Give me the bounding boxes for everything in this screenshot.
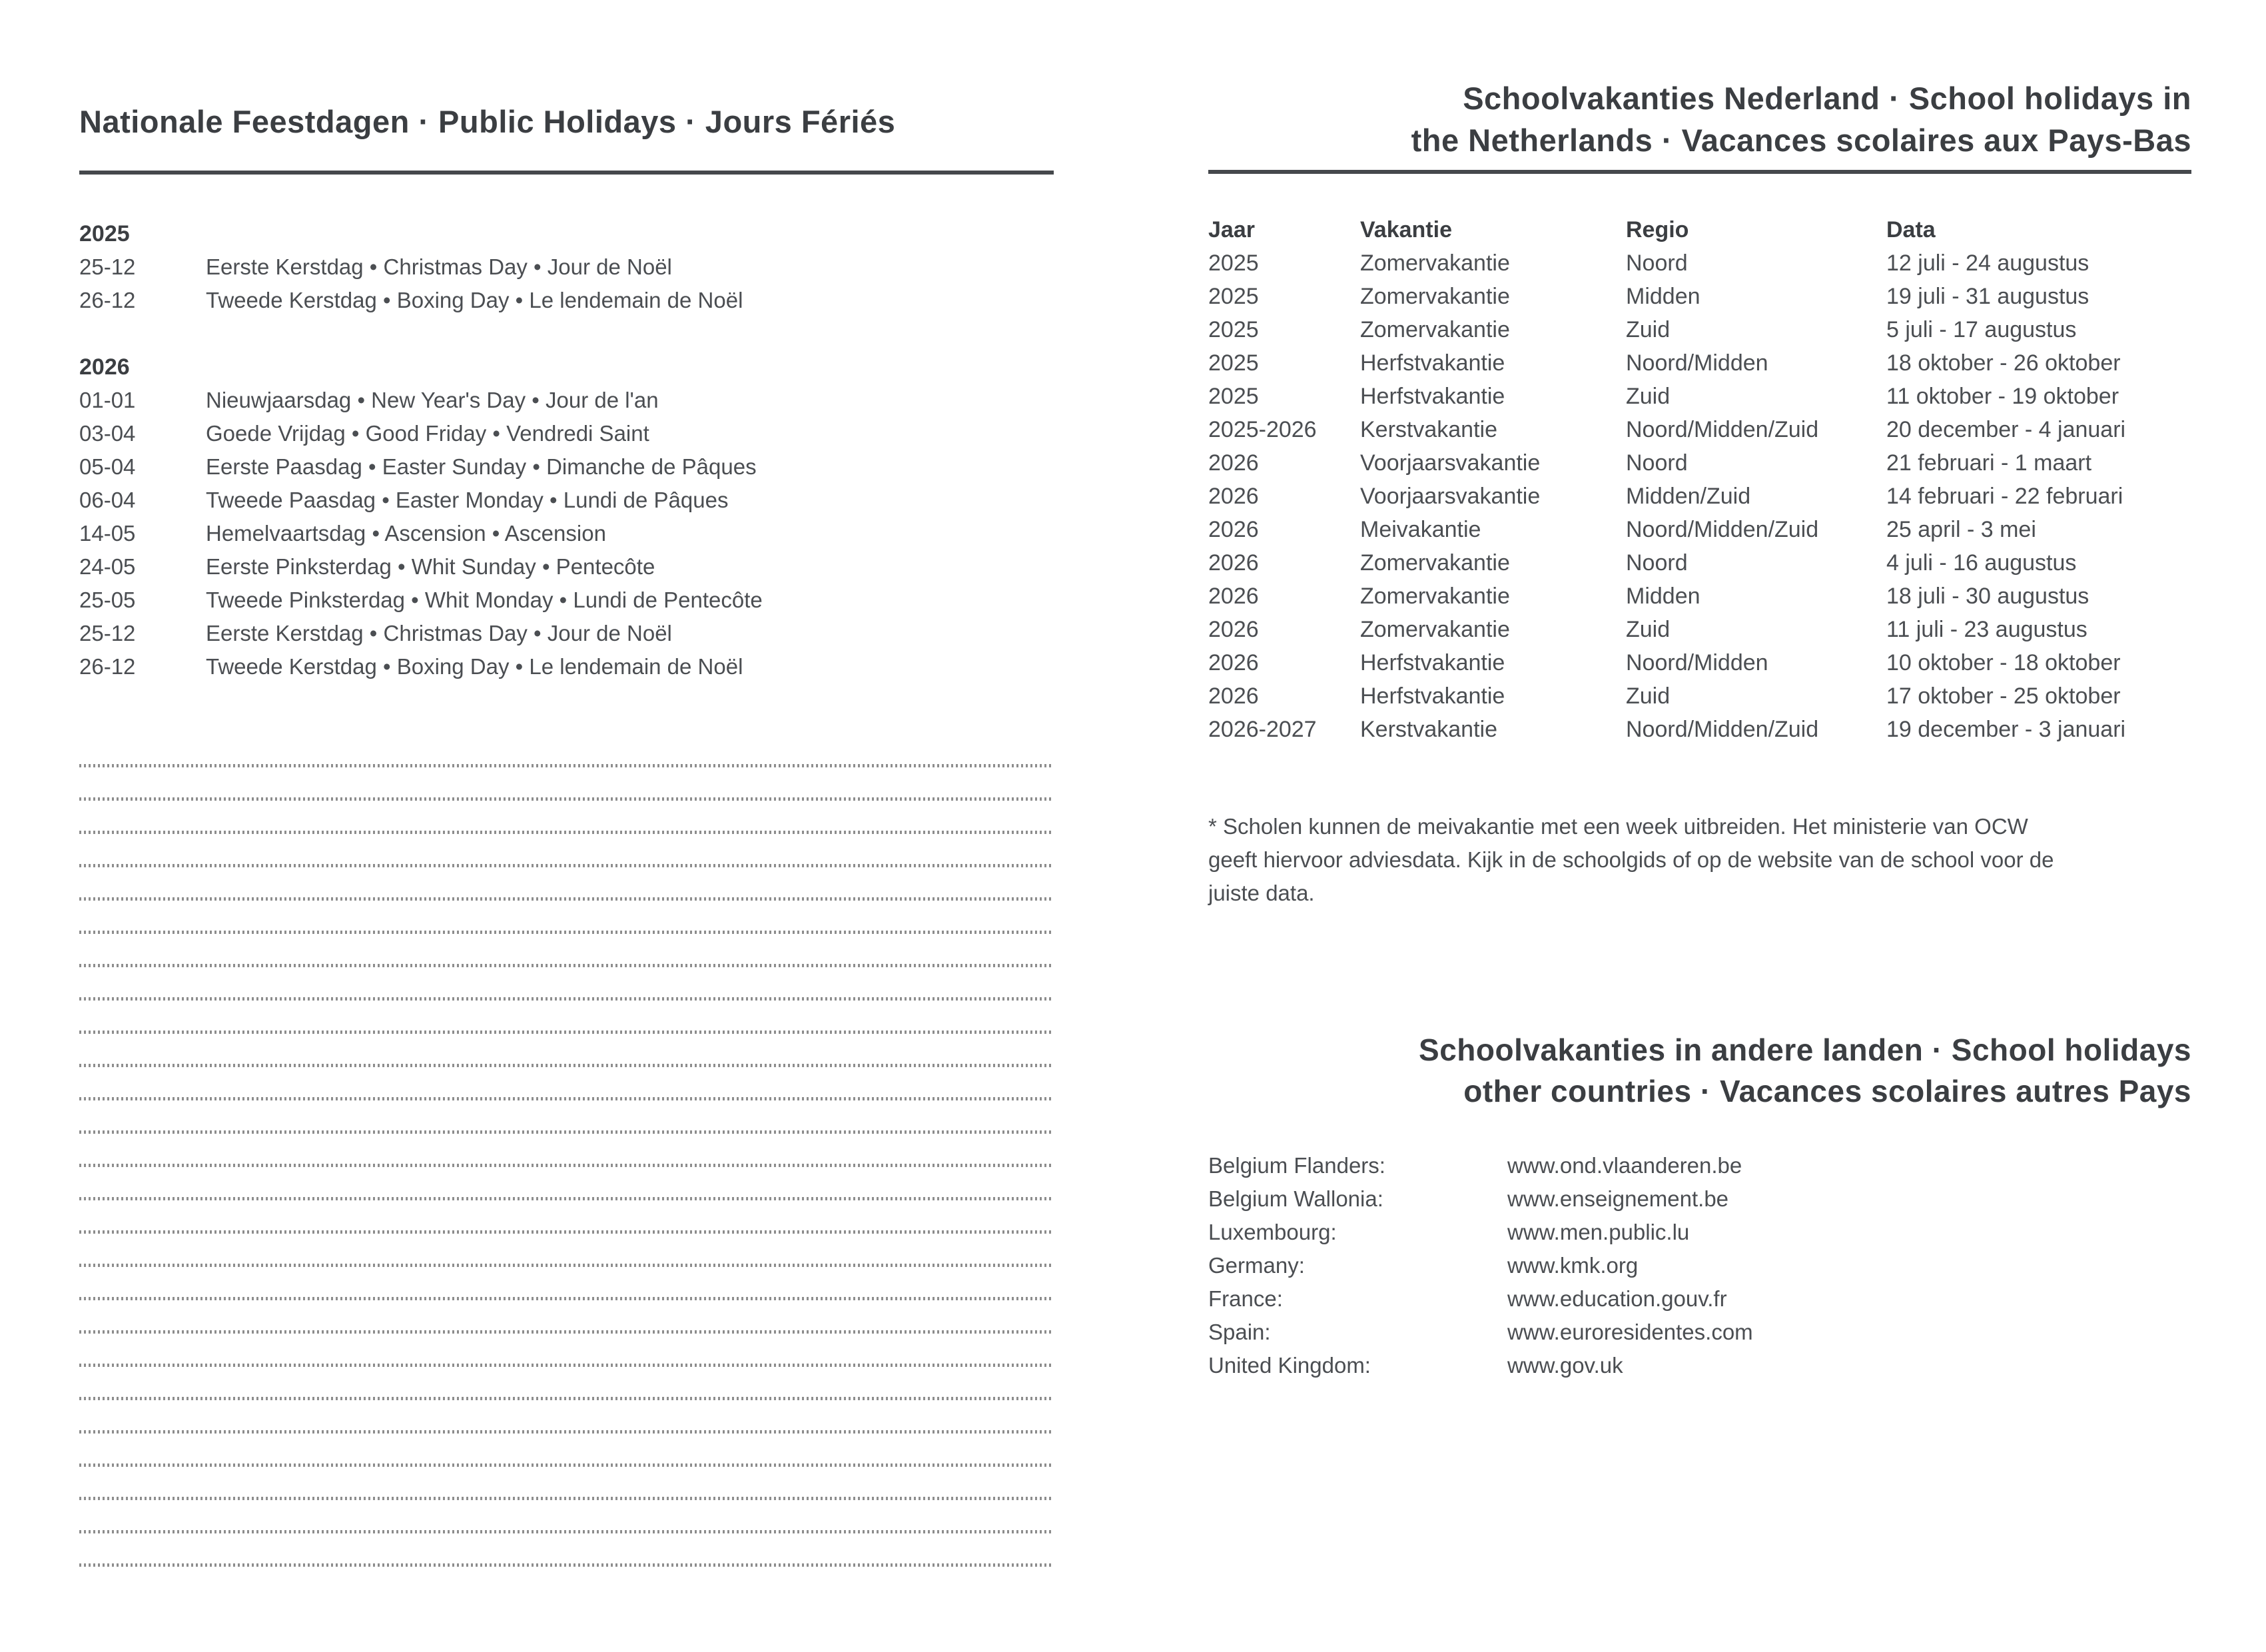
cell-data: 11 juli - 23 augustus xyxy=(1886,617,2087,642)
cell-jaar: 2025 xyxy=(1208,250,1259,276)
table-row xyxy=(1208,246,2191,280)
country-link-row xyxy=(1208,1249,2191,1282)
cell-regio: Noord xyxy=(1626,550,1688,576)
note-line xyxy=(79,867,1054,901)
country-label: Germany: xyxy=(1208,1253,1305,1278)
cell-data: 18 oktober - 26 oktober xyxy=(1886,350,2121,376)
cell-vakantie: Zomervakantie xyxy=(1360,250,1510,276)
cell-jaar: 2026 xyxy=(1208,617,1259,642)
cell-vakantie: Herfstvakantie xyxy=(1360,650,1505,675)
cell-vakantie: Kerstvakantie xyxy=(1360,717,1497,742)
holiday-date: 26-12 xyxy=(79,654,136,679)
note-line xyxy=(79,1167,1054,1200)
cell-vakantie: Zomervakantie xyxy=(1360,550,1510,576)
note-line xyxy=(79,901,1054,934)
holiday-list-2026 xyxy=(79,384,1054,683)
note-line xyxy=(79,1200,1054,1234)
school-holidays-other-title-line2: other countries · Vacances scolaires autres Pays xyxy=(1463,1074,2191,1108)
cell-regio: Midden/Zuid xyxy=(1626,484,1751,509)
holiday-row xyxy=(79,417,1054,450)
holiday-row xyxy=(79,584,1054,617)
holiday-date: 03-04 xyxy=(79,421,136,446)
note-line xyxy=(79,967,1054,1001)
cell-regio: Noord/Midden/Zuid xyxy=(1626,717,1819,742)
title-rule-left xyxy=(79,171,1054,175)
table-row xyxy=(1208,646,2191,679)
cell-data: 14 februari - 22 februari xyxy=(1886,484,2123,509)
cell-data: 19 juli - 31 augustus xyxy=(1886,284,2089,309)
cell-jaar: 2026 xyxy=(1208,650,1259,675)
cell-data: 10 oktober - 18 oktober xyxy=(1886,650,2121,675)
country-url: www.euroresidentes.com xyxy=(1507,1320,1753,1344)
country-url: www.gov.uk xyxy=(1507,1353,1623,1378)
school-holidays-other-title xyxy=(1208,1029,2191,1112)
table-header-row xyxy=(1208,213,2191,246)
holiday-date: 24-05 xyxy=(79,554,136,579)
cell-jaar: 2026 xyxy=(1208,584,1259,609)
note-line xyxy=(79,934,1054,967)
country-label: Belgium Wallonia: xyxy=(1208,1186,1383,1211)
table-row xyxy=(1208,280,2191,313)
note-line xyxy=(79,801,1054,834)
cell-regio: Midden xyxy=(1626,584,1700,609)
note-line xyxy=(79,1500,1054,1533)
holiday-date: 05-04 xyxy=(79,454,136,479)
holiday-names: Eerste Pinksterdag • Whit Sunday • Pentecôte xyxy=(206,554,655,579)
holiday-row xyxy=(79,517,1054,550)
cell-regio: Noord/Midden xyxy=(1626,350,1768,376)
note-line xyxy=(79,1134,1054,1167)
cell-jaar: 2025 xyxy=(1208,384,1259,409)
note-line xyxy=(79,1467,1054,1500)
note-line xyxy=(79,1300,1054,1334)
school-holidays-other-title-line1: Schoolvakanties in andere landen · School holidays xyxy=(1419,1032,2191,1067)
cell-jaar: 2026 xyxy=(1208,550,1259,576)
note-line xyxy=(79,1533,1054,1567)
holiday-names: Tweede Kerstdag • Boxing Day • Le lendemain de Noël xyxy=(206,654,743,679)
table-row xyxy=(1208,313,2191,346)
cell-regio: Zuid xyxy=(1626,384,1671,409)
country-links-list xyxy=(1208,1149,2191,1382)
country-link-row xyxy=(1208,1149,2191,1182)
cell-data: 11 oktober - 19 oktober xyxy=(1886,384,2119,409)
year-block-2025 xyxy=(79,217,1054,317)
cell-regio: Zuid xyxy=(1626,683,1671,709)
year-block-2026 xyxy=(79,350,1054,683)
holiday-row xyxy=(79,450,1054,484)
school-holidays-table xyxy=(1208,213,2191,746)
cell-data: 5 juli - 17 augustus xyxy=(1886,317,2077,342)
col-header-vakantie: Vakantie xyxy=(1360,217,1452,242)
cell-regio: Noord xyxy=(1626,450,1688,476)
cell-vakantie: Zomervakantie xyxy=(1360,284,1510,309)
note-line xyxy=(79,1234,1054,1267)
holiday-date: 14-05 xyxy=(79,521,136,546)
holiday-names: Tweede Kerstdag • Boxing Day • Le lendemain de Noël xyxy=(206,288,743,312)
note-line xyxy=(79,1100,1054,1134)
cell-data: 4 juli - 16 augustus xyxy=(1886,550,2077,576)
year-heading: 2025 xyxy=(79,221,130,246)
cell-jaar: 2025 xyxy=(1208,317,1259,342)
table-row xyxy=(1208,513,2191,546)
note-line xyxy=(79,1067,1054,1100)
table-row xyxy=(1208,613,2191,646)
holiday-date: 06-04 xyxy=(79,488,136,512)
title-rule-right xyxy=(1208,170,2191,174)
note-line xyxy=(79,1367,1054,1400)
table-body xyxy=(1208,246,2191,746)
country-link-row xyxy=(1208,1182,2191,1216)
cell-jaar: 2026 xyxy=(1208,450,1259,476)
holiday-names: Tweede Pinksterdag • Whit Monday • Lundi de Pentecôte xyxy=(206,588,763,612)
holiday-names: Goede Vrijdag • Good Friday • Vendredi Saint xyxy=(206,421,649,446)
note-line xyxy=(79,1001,1054,1034)
holiday-row xyxy=(79,250,1054,284)
holiday-names: Eerste Paasdag • Easter Sunday • Dimanche de Pâques xyxy=(206,454,757,479)
public-holidays-title: Nationale Feestdagen · Public Holidays · Jours Fériés xyxy=(79,104,896,139)
cell-vakantie: Zomervakantie xyxy=(1360,317,1510,342)
holiday-row xyxy=(79,550,1054,584)
col-header-regio: Regio xyxy=(1626,217,1689,242)
note-line xyxy=(79,1034,1054,1067)
table-row xyxy=(1208,413,2191,446)
cell-vakantie: Herfstvakantie xyxy=(1360,350,1505,376)
cell-regio: Zuid xyxy=(1626,617,1671,642)
holiday-names: Eerste Kerstdag • Christmas Day • Jour de Noël xyxy=(206,621,672,645)
table-row xyxy=(1208,380,2191,413)
holiday-date: 01-01 xyxy=(79,388,136,412)
cell-jaar: 2025 xyxy=(1208,350,1259,376)
holiday-row xyxy=(79,617,1054,650)
cell-vakantie: Voorjaarsvakantie xyxy=(1360,484,1541,509)
cell-vakantie: Kerstvakantie xyxy=(1360,417,1497,442)
note-line xyxy=(79,1267,1054,1300)
cell-vakantie: Herfstvakantie xyxy=(1360,683,1505,709)
footnote-line: juiste data. xyxy=(1208,881,1315,905)
cell-jaar: 2026-2027 xyxy=(1208,717,1317,742)
cell-regio: Noord/Midden/Zuid xyxy=(1626,417,1819,442)
footnote-line: geeft hiervoor adviesdata. Kijk in de schoolgids of op de website van de school voor de xyxy=(1208,847,2054,872)
country-url: www.men.public.lu xyxy=(1507,1220,1690,1244)
cell-data: 18 juli - 30 augustus xyxy=(1886,584,2089,609)
holiday-row xyxy=(79,284,1054,317)
note-line xyxy=(79,734,1054,767)
holiday-date: 25-12 xyxy=(79,254,136,279)
cell-vakantie: Meivakantie xyxy=(1360,517,1481,542)
footnote-line: * Scholen kunnen de meivakantie met een week uitbreiden. Het ministerie van OCW xyxy=(1208,814,2028,839)
country-link-row xyxy=(1208,1282,2191,1316)
school-holidays-nl-title-line1: Schoolvakanties Nederland · School holidays in xyxy=(1463,81,2191,116)
cell-regio: Midden xyxy=(1626,284,1700,309)
school-holidays-nl-title xyxy=(1208,77,2191,161)
cell-data: 25 april - 3 mei xyxy=(1886,517,2036,542)
country-url: www.education.gouv.fr xyxy=(1507,1286,1727,1311)
table-row xyxy=(1208,546,2191,580)
cell-jaar: 2026 xyxy=(1208,484,1259,509)
table-row xyxy=(1208,480,2191,513)
cell-vakantie: Zomervakantie xyxy=(1360,584,1510,609)
holiday-date: 25-05 xyxy=(79,588,136,612)
notes-lines xyxy=(79,734,1054,1567)
note-line xyxy=(79,1334,1054,1367)
note-line xyxy=(79,767,1054,801)
cell-data: 21 februari - 1 maart xyxy=(1886,450,2092,476)
cell-vakantie: Voorjaarsvakantie xyxy=(1360,450,1541,476)
country-link-row xyxy=(1208,1349,2191,1382)
country-url: www.ond.vlaanderen.be xyxy=(1507,1153,1742,1178)
table-row xyxy=(1208,346,2191,380)
holiday-names: Eerste Kerstdag • Christmas Day • Jour de Noël xyxy=(206,254,672,279)
cell-jaar: 2025 xyxy=(1208,284,1259,309)
note-line xyxy=(79,1400,1054,1434)
col-header-data: Data xyxy=(1886,217,1936,242)
cell-jaar: 2025-2026 xyxy=(1208,417,1317,442)
year-heading: 2026 xyxy=(79,354,130,380)
note-line xyxy=(79,1434,1054,1467)
country-label: France: xyxy=(1208,1286,1283,1311)
country-label: United Kingdom: xyxy=(1208,1353,1371,1378)
country-label: Luxembourg: xyxy=(1208,1220,1337,1244)
cell-data: 19 december - 3 januari xyxy=(1886,717,2126,742)
cell-data: 12 juli - 24 augustus xyxy=(1886,250,2089,276)
holiday-list-2025 xyxy=(79,250,1054,317)
public-holidays-section xyxy=(79,0,1054,1567)
holiday-date: 26-12 xyxy=(79,288,136,312)
country-url: www.kmk.org xyxy=(1507,1253,1639,1278)
table-row xyxy=(1208,580,2191,613)
holiday-names: Hemelvaartsdag • Ascension • Ascension xyxy=(206,521,606,546)
country-link-row xyxy=(1208,1216,2191,1249)
holiday-date: 25-12 xyxy=(79,621,136,645)
cell-regio: Noord xyxy=(1626,250,1688,276)
cell-regio: Noord/Midden/Zuid xyxy=(1626,517,1819,542)
school-holidays-section xyxy=(1208,0,2191,1382)
holiday-row xyxy=(79,650,1054,683)
holiday-row xyxy=(79,384,1054,417)
holiday-names: Nieuwjaarsdag • New Year's Day • Jour de l'an xyxy=(206,388,659,412)
country-link-row xyxy=(1208,1316,2191,1349)
cell-data: 17 oktober - 25 oktober xyxy=(1886,683,2121,709)
table-row xyxy=(1208,713,2191,746)
cell-jaar: 2026 xyxy=(1208,683,1259,709)
cell-regio: Noord/Midden xyxy=(1626,650,1768,675)
cell-data: 20 december - 4 januari xyxy=(1886,417,2126,442)
cell-vakantie: Zomervakantie xyxy=(1360,617,1510,642)
note-line xyxy=(79,834,1054,867)
country-url: www.enseignement.be xyxy=(1507,1186,1729,1211)
table-row xyxy=(1208,679,2191,713)
table-row xyxy=(1208,446,2191,480)
country-label: Belgium Flanders: xyxy=(1208,1153,1385,1178)
meivakantie-footnote xyxy=(1208,810,2191,910)
col-header-jaar: Jaar xyxy=(1208,217,1255,242)
holiday-row xyxy=(79,484,1054,517)
holiday-names: Tweede Paasdag • Easter Monday • Lundi de Pâques xyxy=(206,488,729,512)
country-label: Spain: xyxy=(1208,1320,1271,1344)
cell-regio: Zuid xyxy=(1626,317,1671,342)
cell-jaar: 2026 xyxy=(1208,517,1259,542)
cell-vakantie: Herfstvakantie xyxy=(1360,384,1505,409)
school-holidays-nl-title-line2: the Netherlands · Vacances scolaires aux Pays-Bas xyxy=(1411,123,2191,158)
